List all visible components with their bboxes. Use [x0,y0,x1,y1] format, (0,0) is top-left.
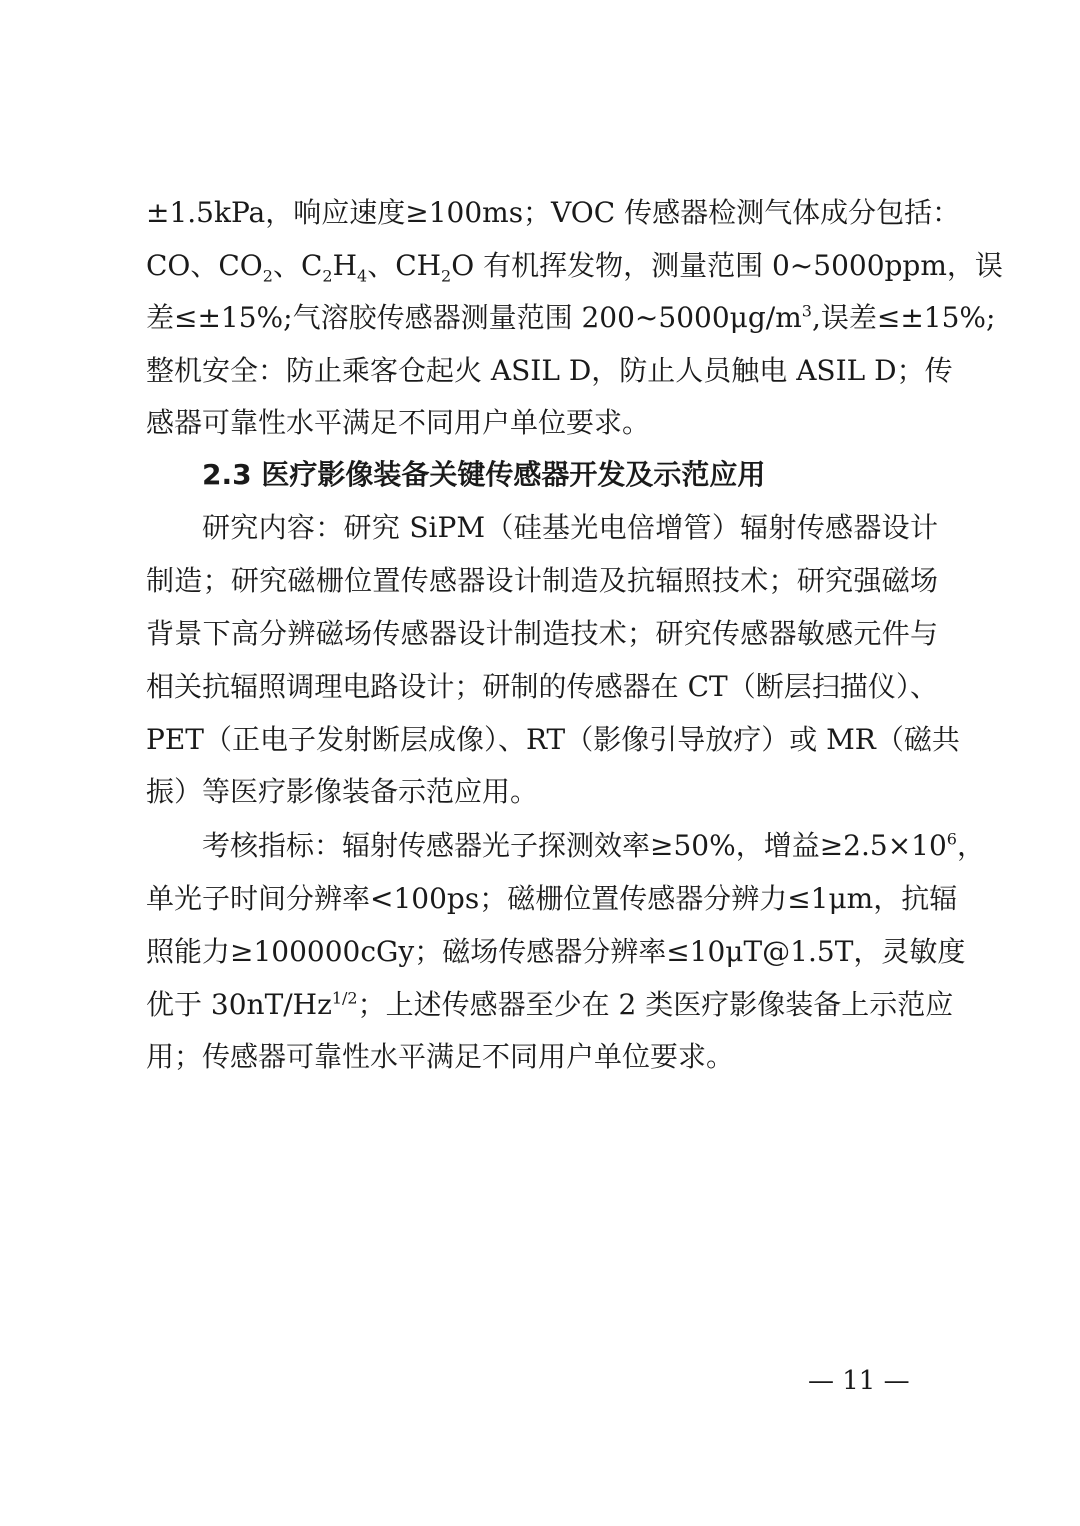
paragraph-2-line-5: PET（正电子发射断层成像）、RT（影像引导放疗）或 MR（磁共 [146,723,960,756]
paragraph-2-line-6: 振）等医疗影像装备示范应用。 [146,775,539,808]
paragraph-2-line-3: 背景下高分辨磁场传感器设计制造技术；研究传感器敏感元件与 [146,617,938,650]
paragraph-1-line-1: ±1.5kPa，响应速度≥100ms；VOC 传感器检测气体成分包括： [146,196,961,229]
subscript: 2 [441,266,452,286]
text-span: ， [956,829,985,862]
paragraph-3-line-5: 用；传感器可靠性水平满足不同用户单位要求。 [146,1040,735,1073]
text-span: 优于 30nT/Hz [146,988,332,1021]
section-heading: 2.3 医疗影像装备关键传感器开发及示范应用 [202,458,766,491]
paragraph-3-line-3: 照能力≥100000cGy；磁场传感器分辨率≤10μT@1.5T，灵敏度 [146,935,966,968]
subscript: 4 [357,266,368,286]
text-span: 考核指标：辐射传感器光子探测效率≥50%，增益≥2.5×10 [202,829,947,862]
paragraph-1-line-2 [146,246,1003,286]
text-span: 、CH [367,249,442,282]
superscript: 3 [801,301,812,321]
text-span: H [332,249,357,282]
page-number: — 11 — [808,1366,910,1396]
paragraph-3-line-4 [146,985,954,1025]
paragraph-3-line-2: 单光子时间分辨率<100ps；磁栅位置传感器分辨力≤1μm，抗辐 [146,882,958,915]
text-span: 差≤±15%;气溶胶传感器测量范围 200~5000μg/m [146,301,802,334]
text-span: ；上述传感器至少在 2 类医疗影像装备上示范应 [357,988,954,1021]
paragraph-3-line-1 [202,826,985,866]
text-span: ,误差≤±15%; [811,301,996,334]
paragraph-2-line-4: 相关抗辐照调理电路设计；研制的传感器在 CT（断层扫描仪）、 [146,670,938,703]
paragraph-2-line-1: 研究内容：研究 SiPM（硅基光电倍增管）辐射传感器设计 [202,511,938,544]
superscript: 1/2 [331,988,358,1008]
subscript: 2 [262,266,273,286]
text-span: CO、CO [146,249,263,282]
paragraph-1-line-5: 感器可靠性水平满足不同用户单位要求。 [146,406,651,439]
superscript: 6 [946,829,957,849]
text-span: O 有机挥发物，测量范围 0~5000ppm，误 [451,249,1003,282]
paragraph-1-line-3 [146,298,996,338]
text-span: 、C [272,249,323,282]
paragraph-1-line-4: 整机安全：防止乘客仓起火 ASIL D，防止人员触电 ASIL D；传 [146,354,953,387]
subscript: 2 [322,266,333,286]
paragraph-2-line-2: 制造；研究磁栅位置传感器设计制造及抗辐照技术；研究强磁场 [146,564,938,597]
